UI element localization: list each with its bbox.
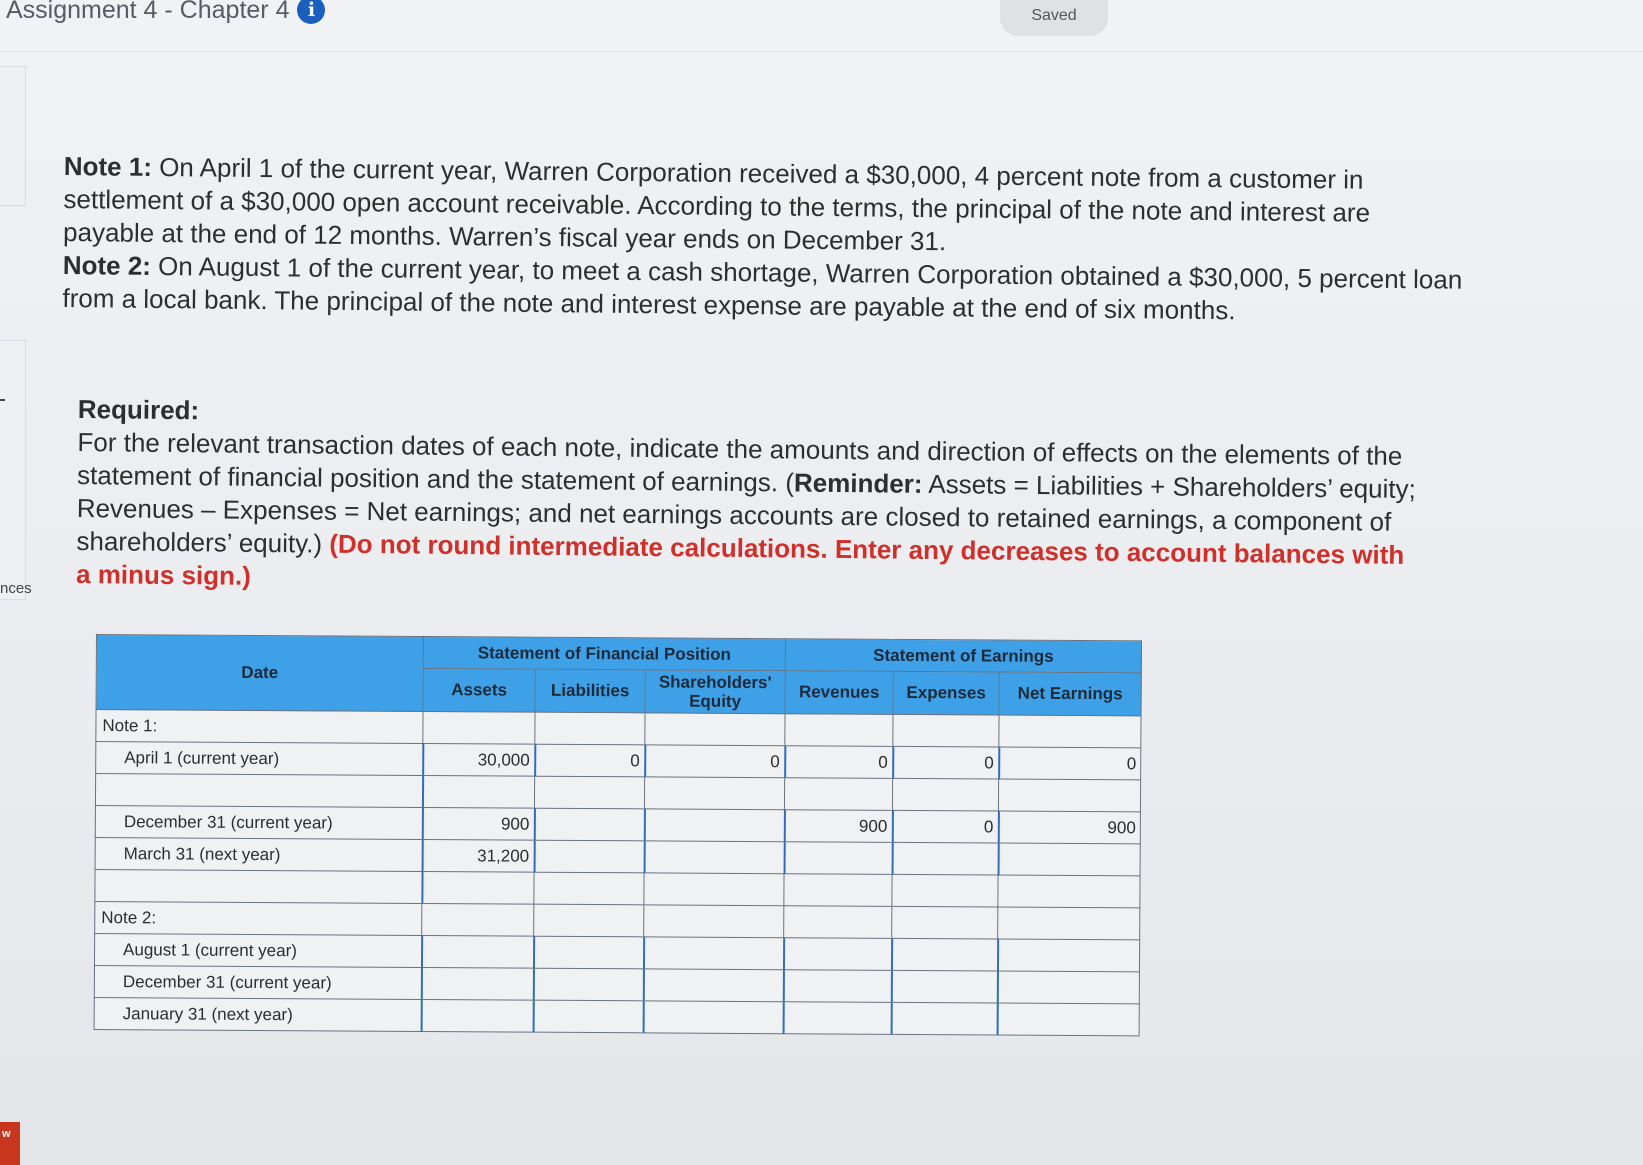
date-cell: December 31 (current year) [95, 805, 422, 839]
liabilities-input[interactable] [534, 840, 644, 873]
required-text-2: Assets = Liabilities + Shareholders’ equity; Revenues – Expenses = Net earnings; and net earnings accounts are closed to retained earnings, a component of shareholders’ equity.) [76, 468, 1417, 559]
equity-input[interactable] [644, 841, 784, 874]
sidebar-references-label[interactable]: nces [0, 580, 32, 597]
date-cell [95, 774, 422, 808]
revenues-input[interactable] [783, 1002, 891, 1035]
empty-cell [785, 714, 893, 747]
column-header-date: Date [96, 635, 423, 712]
note-2-header-cell: Note 2: [95, 901, 422, 935]
net-earnings-input[interactable]: 900 [998, 811, 1140, 844]
assignment-header [0, 0, 1643, 52]
empty-cell [535, 712, 645, 745]
empty-cell [422, 903, 534, 936]
empty-cell [534, 904, 644, 937]
empty-cell [893, 714, 999, 747]
date-cell: December 31 (current year) [94, 965, 421, 999]
net-earnings-input[interactable]: 0 [999, 747, 1141, 780]
empty-cell [784, 906, 892, 939]
note-2-text: On August 1 of the current year, to meet a cash shortage, Warren Corporation obtained a $30,000, 5 percent loan from a local bank. The principal of the note and interest expense are payable at the end of six months. [62, 250, 1463, 326]
empty-cell [784, 874, 892, 907]
empty-cell [534, 872, 644, 905]
empty-cell [644, 873, 784, 906]
empty-cell [998, 907, 1140, 940]
assets-input[interactable]: 30,000 [423, 743, 535, 776]
revenues-input[interactable] [784, 842, 892, 875]
note-1-header-cell: Note 1: [96, 710, 423, 744]
date-cell: August 1 (current year) [94, 933, 421, 967]
net-earnings-input[interactable] [997, 1003, 1139, 1036]
equity-input[interactable]: 0 [645, 745, 785, 778]
empty-cell [644, 777, 784, 810]
equity-input[interactable] [643, 1001, 783, 1034]
required-instructions [76, 393, 1418, 605]
problem-notes [62, 150, 1464, 330]
expenses-input[interactable] [891, 938, 997, 971]
assets-input[interactable]: 31,200 [422, 839, 534, 872]
assets-input[interactable] [422, 871, 534, 904]
empty-cell [892, 778, 998, 811]
empty-cell [998, 875, 1140, 908]
revenues-input[interactable]: 0 [785, 746, 893, 779]
note-1-label: Note 1: [63, 150, 153, 182]
empty-cell [645, 713, 785, 746]
table-row [94, 997, 1139, 1035]
assets-input[interactable]: 900 [422, 807, 534, 840]
assignment-title: Assignment 4 - Chapter 4 [6, 0, 290, 24]
liabilities-input[interactable] [534, 808, 644, 841]
assets-input[interactable] [422, 775, 534, 808]
note-1-paragraph [63, 150, 1464, 264]
expenses-input[interactable] [891, 1002, 997, 1035]
column-header-net-earnings: Net Earnings [999, 672, 1141, 716]
equity-input[interactable] [643, 937, 783, 970]
info-icon[interactable]: i [297, 0, 325, 24]
revenues-input[interactable]: 900 [784, 810, 892, 843]
sidebar-panel-middle[interactable] [0, 340, 26, 600]
empty-cell [892, 874, 998, 907]
saved-status-badge: Saved [1000, 0, 1108, 36]
page-title [6, 0, 325, 25]
empty-cell [784, 778, 892, 811]
empty-cell [423, 711, 535, 744]
app-badge-icon[interactable]: w [0, 1122, 20, 1165]
effects-table-wrapper [94, 634, 1142, 1036]
sidebar-marker [0, 399, 5, 401]
assets-input[interactable] [421, 935, 533, 968]
empty-cell [534, 776, 644, 809]
date-cell [95, 869, 422, 903]
liabilities-input[interactable] [533, 936, 643, 969]
reminder-label: Reminder: [793, 467, 923, 499]
column-header-equity: Shareholders' Equity [645, 670, 785, 714]
net-earnings-input[interactable] [997, 939, 1139, 972]
date-cell: March 31 (next year) [95, 837, 422, 871]
liabilities-input[interactable] [533, 1000, 643, 1033]
column-header-expenses: Expenses [893, 671, 999, 715]
assets-input[interactable] [421, 999, 533, 1032]
column-header-assets: Assets [423, 668, 535, 712]
effects-table [94, 634, 1142, 1036]
net-earnings-input[interactable] [997, 971, 1139, 1004]
rounding-instruction: (Do not round intermediate calculations. Enter any decreases to account balances with a minus sign.) [75, 528, 1405, 591]
date-cell: January 31 (next year) [94, 997, 421, 1031]
group-header-financial-position: Statement of Financial Position [423, 637, 785, 671]
equity-input[interactable] [644, 809, 784, 842]
empty-cell [998, 779, 1140, 812]
date-cell: April 1 (current year) [96, 742, 423, 776]
group-header-earnings: Statement of Earnings [785, 639, 1141, 673]
required-text-1: For the relevant transaction dates of each note, indicate the amounts and direction of effects on the elements of the statement of financial position and the statement of earnings. ( [76, 426, 1403, 498]
liabilities-input[interactable]: 0 [535, 744, 645, 777]
empty-cell [644, 905, 784, 938]
required-heading: Required: [77, 393, 200, 426]
column-header-revenues: Revenues [785, 671, 893, 715]
equity-input[interactable] [643, 969, 783, 1002]
empty-cell [892, 906, 998, 939]
note-1-text: On April 1 of the current year, Warren Corporation received a $30,000, 4 percent note from a customer in settlement of a $30,000 open account receivable. According to the terms, the principal of the note and interest are payable at the end of 12 months. Warren’s fiscal year ends on December 31. [62, 151, 1371, 257]
column-header-liabilities: Liabilities [535, 669, 645, 713]
assets-input[interactable] [421, 967, 533, 1000]
note-2-paragraph [62, 249, 1463, 330]
expenses-input[interactable] [892, 842, 998, 875]
empty-cell [999, 715, 1141, 748]
revenues-input[interactable] [783, 938, 891, 971]
net-earnings-input[interactable] [998, 843, 1140, 876]
revenues-input[interactable] [783, 970, 891, 1003]
expenses-input[interactable]: 0 [892, 810, 998, 843]
expenses-input[interactable] [891, 970, 997, 1003]
expenses-input[interactable]: 0 [893, 746, 999, 779]
note-2-label: Note 2: [62, 249, 152, 281]
sidebar-panel-top [0, 66, 26, 206]
liabilities-input[interactable] [533, 968, 643, 1001]
